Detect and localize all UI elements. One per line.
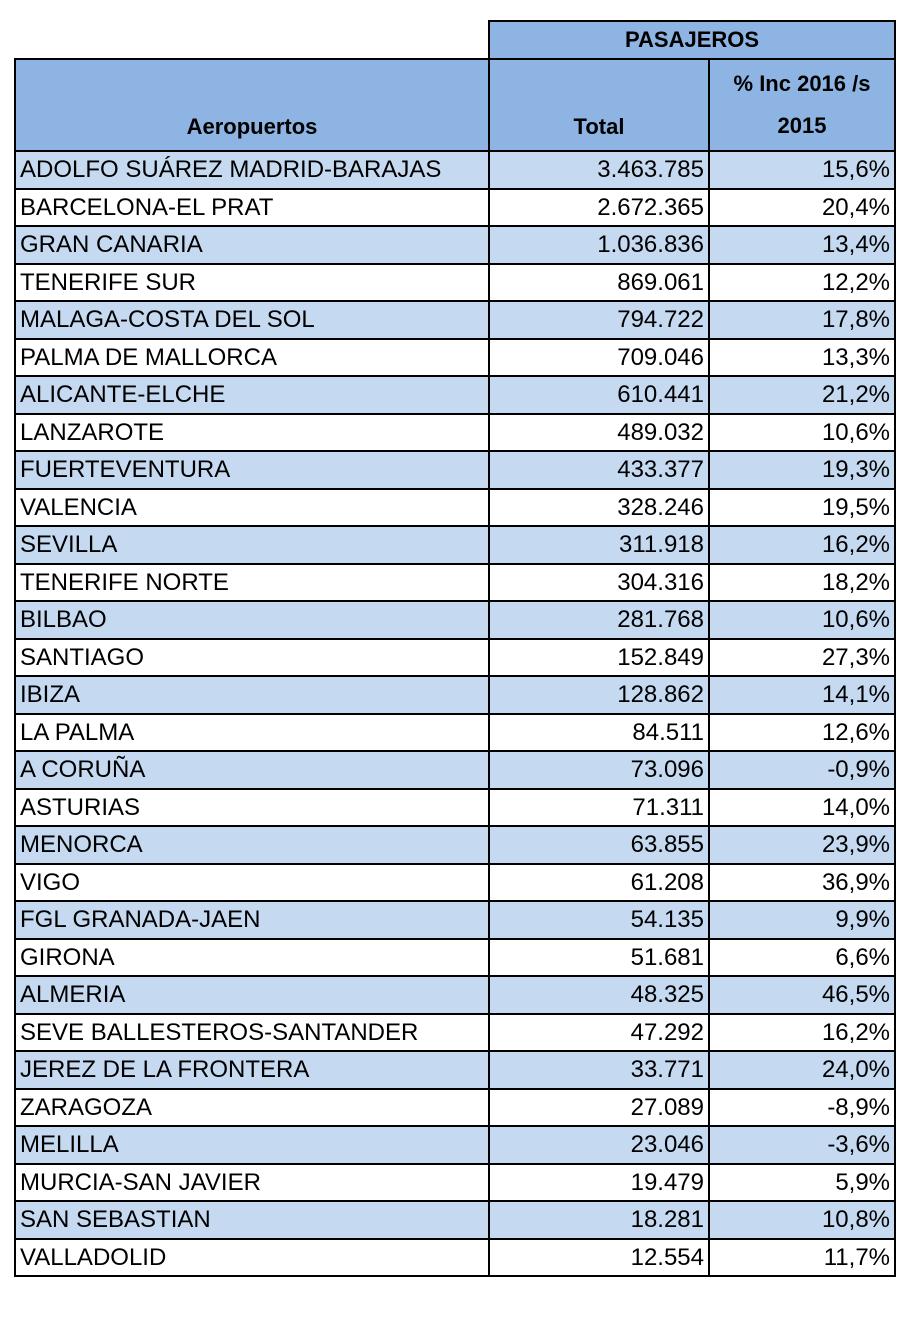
airport-passenger-table [14, 20, 896, 1277]
table-row [15, 1126, 895, 1164]
airport-name-cell: GIRONA [15, 939, 489, 977]
passenger-total-cell: 794.722 [489, 301, 709, 339]
table-row [15, 1014, 895, 1052]
airport-name-cell: ADOLFO SUÁREZ MADRID-BARAJAS [15, 151, 489, 189]
percent-increase-cell: 11,7% [709, 1239, 895, 1277]
passenger-total-cell: 152.849 [489, 639, 709, 677]
group-header-pasajeros: PASAJEROS [489, 21, 895, 59]
table-row [15, 414, 895, 452]
percent-increase-cell: 24,0% [709, 1051, 895, 1089]
percent-increase-cell: 36,9% [709, 864, 895, 902]
airport-name-cell: BILBAO [15, 601, 489, 639]
passenger-table-sheet [14, 20, 896, 1277]
airport-name-cell: TENERIFE NORTE [15, 564, 489, 602]
percent-increase-cell: 19,3% [709, 451, 895, 489]
passenger-total-cell: 51.681 [489, 939, 709, 977]
table-row [15, 264, 895, 302]
airport-name-cell: GRAN CANARIA [15, 226, 489, 264]
table-row [15, 376, 895, 414]
airport-name-cell: LA PALMA [15, 714, 489, 752]
table-row [15, 864, 895, 902]
percent-increase-cell: 10,6% [709, 414, 895, 452]
table-row [15, 789, 895, 827]
airport-name-cell: SEVE BALLESTEROS-SANTANDER [15, 1014, 489, 1052]
table-row [15, 826, 895, 864]
table-row [15, 339, 895, 377]
airport-name-cell: ZARAGOZA [15, 1089, 489, 1127]
airport-name-cell: JEREZ DE LA FRONTERA [15, 1051, 489, 1089]
passenger-total-cell: 63.855 [489, 826, 709, 864]
passenger-total-cell: 71.311 [489, 789, 709, 827]
passenger-total-cell: 47.292 [489, 1014, 709, 1052]
airport-name-cell: BARCELONA-EL PRAT [15, 189, 489, 227]
percent-increase-cell: 23,9% [709, 826, 895, 864]
table-row [15, 901, 895, 939]
airport-name-cell: SANTIAGO [15, 639, 489, 677]
table-row [15, 189, 895, 227]
passenger-total-cell: 304.316 [489, 564, 709, 602]
passenger-total-cell: 3.463.785 [489, 151, 709, 189]
column-header-row [15, 59, 895, 151]
passenger-total-cell: 489.032 [489, 414, 709, 452]
passenger-total-cell: 281.768 [489, 601, 709, 639]
table-row [15, 601, 895, 639]
blank-corner-cell [15, 21, 489, 59]
percent-increase-cell: 14,1% [709, 676, 895, 714]
airport-name-cell: PALMA DE MALLORCA [15, 339, 489, 377]
passenger-total-cell: 27.089 [489, 1089, 709, 1127]
passenger-total-cell: 610.441 [489, 376, 709, 414]
percent-increase-cell: 6,6% [709, 939, 895, 977]
table-row [15, 714, 895, 752]
percent-increase-cell: 18,2% [709, 564, 895, 602]
column-header-increase: % Inc 2016 /s 2015 [709, 59, 895, 151]
airport-name-cell: SAN SEBASTIAN [15, 1201, 489, 1239]
passenger-total-cell: 311.918 [489, 526, 709, 564]
table-row [15, 639, 895, 677]
airport-name-cell: SEVILLA [15, 526, 489, 564]
table-row [15, 1051, 895, 1089]
table-row [15, 1089, 895, 1127]
airport-name-cell: MENORCA [15, 826, 489, 864]
airport-name-cell: MELILLA [15, 1126, 489, 1164]
passenger-total-cell: 61.208 [489, 864, 709, 902]
passenger-total-cell: 12.554 [489, 1239, 709, 1277]
passenger-total-cell: 2.672.365 [489, 189, 709, 227]
passenger-total-cell: 23.046 [489, 1126, 709, 1164]
percent-increase-cell: 9,9% [709, 901, 895, 939]
percent-increase-cell: 10,8% [709, 1201, 895, 1239]
table-row [15, 976, 895, 1014]
table-row [15, 564, 895, 602]
percent-increase-cell: 15,6% [709, 151, 895, 189]
airport-name-cell: A CORUÑA [15, 751, 489, 789]
table-row [15, 301, 895, 339]
table-header [15, 21, 895, 151]
percent-increase-cell: 17,8% [709, 301, 895, 339]
percent-increase-cell: 5,9% [709, 1164, 895, 1202]
table-row [15, 151, 895, 189]
table-row [15, 451, 895, 489]
table-row [15, 939, 895, 977]
table-row [15, 1201, 895, 1239]
group-header-row [15, 21, 895, 59]
percent-increase-cell: 19,5% [709, 489, 895, 527]
passenger-total-cell: 433.377 [489, 451, 709, 489]
percent-increase-cell: -8,9% [709, 1089, 895, 1127]
passenger-total-cell: 73.096 [489, 751, 709, 789]
passenger-total-cell: 33.771 [489, 1051, 709, 1089]
airport-name-cell: TENERIFE SUR [15, 264, 489, 302]
table-row [15, 1164, 895, 1202]
percent-increase-cell: 14,0% [709, 789, 895, 827]
passenger-total-cell: 18.281 [489, 1201, 709, 1239]
percent-increase-cell: 10,6% [709, 601, 895, 639]
percent-increase-cell: 20,4% [709, 189, 895, 227]
airport-name-cell: IBIZA [15, 676, 489, 714]
table-row [15, 489, 895, 527]
passenger-total-cell: 19.479 [489, 1164, 709, 1202]
percent-increase-cell: 27,3% [709, 639, 895, 677]
airport-name-cell: ALICANTE-ELCHE [15, 376, 489, 414]
percent-increase-cell: 16,2% [709, 1014, 895, 1052]
passenger-total-cell: 869.061 [489, 264, 709, 302]
table-row [15, 526, 895, 564]
column-header-airport: Aeropuertos [15, 59, 489, 151]
table-body [15, 151, 895, 1276]
passenger-total-cell: 128.862 [489, 676, 709, 714]
percent-increase-cell: 13,4% [709, 226, 895, 264]
column-header-total: Total [489, 59, 709, 151]
airport-name-cell: ASTURIAS [15, 789, 489, 827]
percent-increase-cell: -0,9% [709, 751, 895, 789]
passenger-total-cell: 709.046 [489, 339, 709, 377]
airport-name-cell: FGL GRANADA-JAEN [15, 901, 489, 939]
table-row [15, 751, 895, 789]
percent-increase-cell: -3,6% [709, 1126, 895, 1164]
passenger-total-cell: 48.325 [489, 976, 709, 1014]
airport-name-cell: MALAGA-COSTA DEL SOL [15, 301, 489, 339]
percent-increase-cell: 12,2% [709, 264, 895, 302]
airport-name-cell: LANZAROTE [15, 414, 489, 452]
percent-increase-cell: 21,2% [709, 376, 895, 414]
airport-name-cell: VIGO [15, 864, 489, 902]
percent-increase-cell: 13,3% [709, 339, 895, 377]
airport-name-cell: VALENCIA [15, 489, 489, 527]
table-row [15, 226, 895, 264]
airport-name-cell: ALMERIA [15, 976, 489, 1014]
airport-name-cell: FUERTEVENTURA [15, 451, 489, 489]
passenger-total-cell: 328.246 [489, 489, 709, 527]
airport-name-cell: MURCIA-SAN JAVIER [15, 1164, 489, 1202]
percent-increase-cell: 46,5% [709, 976, 895, 1014]
airport-name-cell: VALLADOLID [15, 1239, 489, 1277]
percent-increase-cell: 12,6% [709, 714, 895, 752]
table-row [15, 676, 895, 714]
passenger-total-cell: 1.036.836 [489, 226, 709, 264]
table-row [15, 1239, 895, 1277]
passenger-total-cell: 84.511 [489, 714, 709, 752]
percent-increase-cell: 16,2% [709, 526, 895, 564]
passenger-total-cell: 54.135 [489, 901, 709, 939]
